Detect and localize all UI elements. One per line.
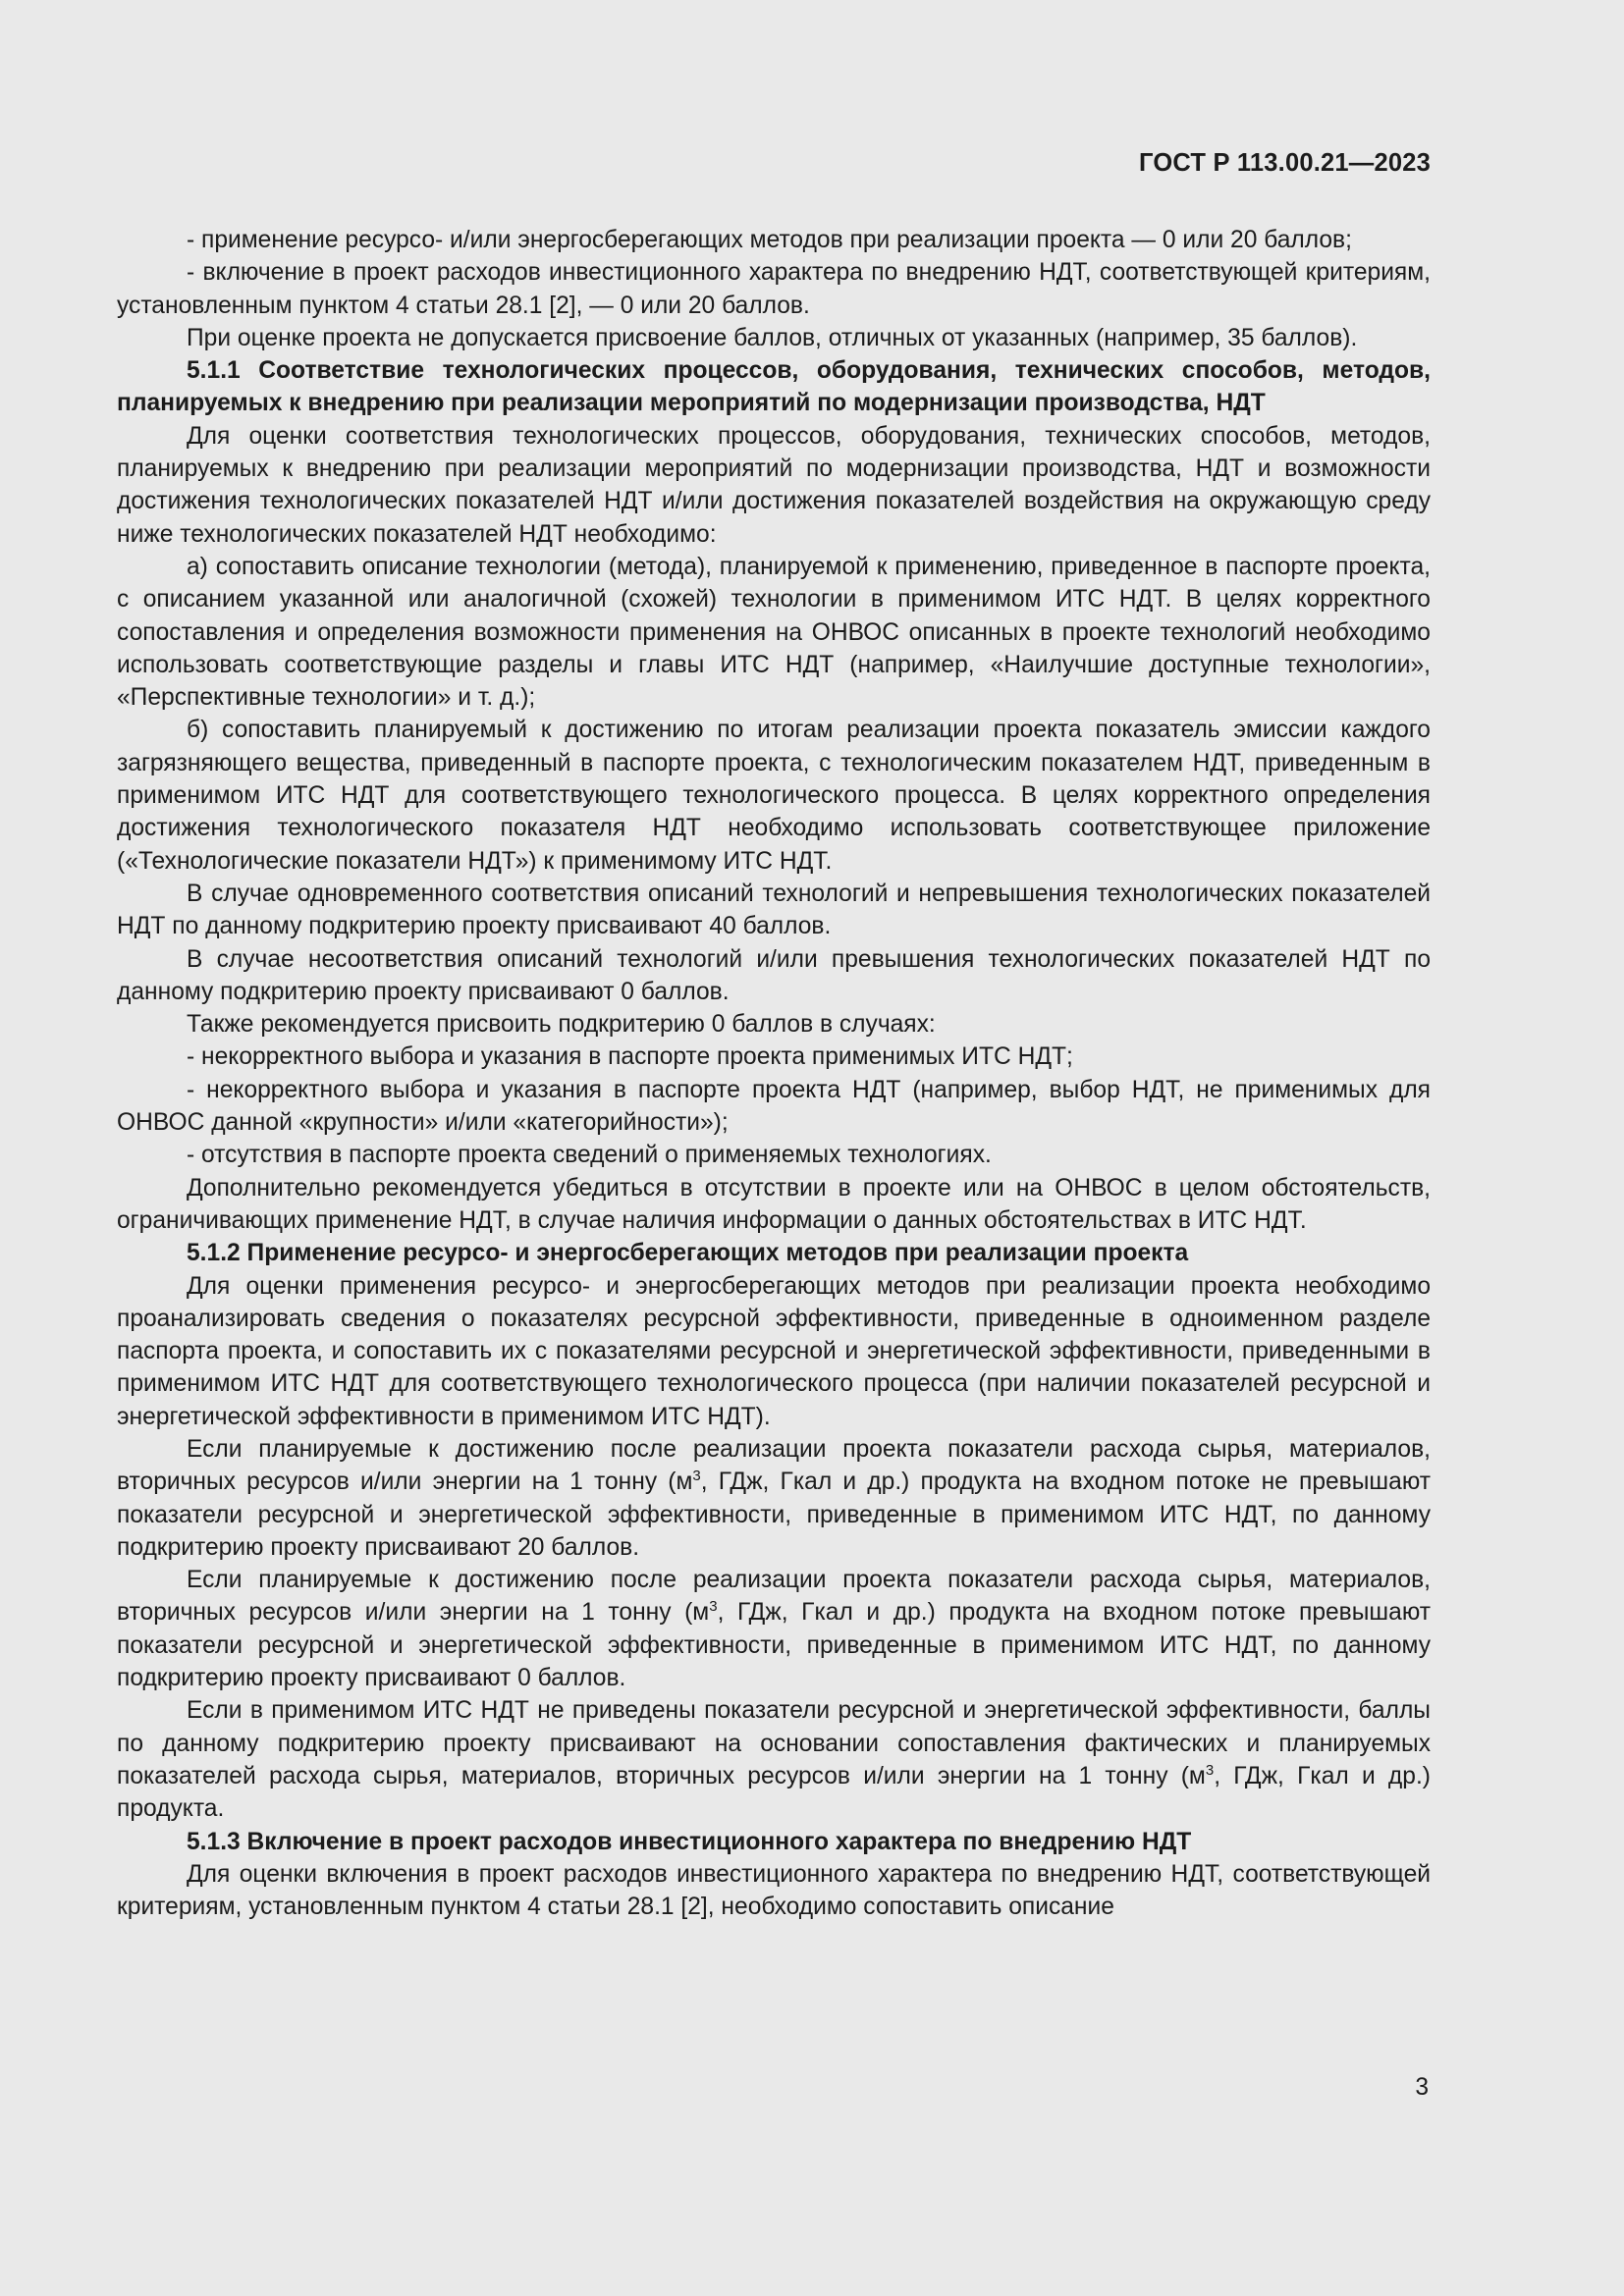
paragraph: Для оценки применения ресурсо- и энергосберегающих методов при реализации проекта необходимо проанализировать сведения о показателях ресурсной эффективности, приведенные в одноименном разделе паспорта проекта, и сопоставить их с показателями ресурсной и энергетической эффективности, приведенными в применимом ИТС НДТ для соответствующего технологического процесса (при наличии показателей ресурсной и энергетической эффективности в применимом ИТС НДТ). xyxy=(117,1272,1431,1430)
superscript: 3 xyxy=(692,1468,701,1485)
paragraph xyxy=(117,1433,1431,1564)
section-heading-5-1-2: 5.1.2 Применение ресурсо- и энергосберегающих методов при реализации проекта xyxy=(187,1240,1189,1267)
section-heading-5-1-3: 5.1.3 Включение в проект расходов инвестиционного характера по внедрению НДТ xyxy=(187,1828,1192,1855)
list-item: - отсутствия в паспорте проекта сведений о применяемых технологиях. xyxy=(187,1142,992,1169)
paragraph: В случае одновременного соответствия описаний технологий и непревышения технологических показателей НДТ по данному подкритерию проекту присваивают 40 баллов. xyxy=(117,880,1431,940)
document-code: ГОСТ Р 113.00.21—2023 xyxy=(1139,149,1431,177)
page-number: 3 xyxy=(1415,2074,1429,2101)
superscript: 3 xyxy=(709,1598,718,1616)
paragraph: В случае несоответствия описаний технологий и/или превышения технологических показателей НДТ по данному подкритерию проекту присваивают 0 баллов. xyxy=(117,945,1431,1005)
text-run: Если в применимом ИТС НДТ не приведены показатели ресурсной и энергетической эффективности, баллы по данному подкритерию проекту присваивают на основании сопоставления фактических и планируемых показателей расхода сырья, материалов, вторичных ресурсов и/или энергии на 1 тонну (м xyxy=(117,1697,1431,1789)
list-item: - включение в проект расходов инвестиционного характера по внедрению НДТ, соответствующей критериям, установленным пунктом 4 статьи 28.1 [2], — 0 или 20 баллов. xyxy=(117,259,1431,319)
section-heading-5-1-1: 5.1.1 Соответствие технологических процессов, оборудования, технических способов, методов, планируемых к внедрению при реализации мероприятий по модернизации производства, НДТ xyxy=(117,357,1431,417)
paragraph: При оценке проекта не допускается присвоение баллов, отличных от указанных (например, 35 баллов). xyxy=(187,324,1358,351)
list-item: - некорректного выбора и указания в паспорте проекта НДТ (например, выбор НДТ, не применимых для ОНВОС данной «крупности» и/или «категорийности»); xyxy=(117,1076,1431,1137)
text-run: Если планируемые к достижению после реализации проекта показатели расхода сырья, материалов, вторичных ресурсов и/или энергии на 1 тонну (м xyxy=(117,1567,1431,1627)
list-item: а) сопоставить описание технологии (метода), планируемой к применению, приведенное в паспорте проекта, с описанием указанной или аналогичной (схожей) технологии в применимом ИТС НДТ. В целях корректного сопоставления и определения возможности применения на ОНВОС описанных в проекте технологий необходимо использовать соответствующие разделы и главы ИТС НДТ (например, «Наилучшие доступные технологии», «Перспективные технологии» и т. д.); xyxy=(117,553,1431,712)
paragraph: Дополнительно рекомендуется убедиться в отсутствии в проекте или на ОНВОС в целом обстоятельств, ограничивающих применение НДТ, в случае наличия информации о данных обстоятельствах в ИТС НДТ. xyxy=(117,1174,1431,1234)
paragraph: Для оценки соответствия технологических процессов, оборудования, технических способов, методов, планируемых к внедрению при реализации мероприятий по модернизации производства, НДТ и возможности достижения технологических показателей НДТ и/или достижения показателей воздействия на окружающую среду ниже технологических показателей НДТ необходимо: xyxy=(117,422,1431,548)
list-item: - некорректного выбора и указания в паспорте проекта применимых ИТС НДТ; xyxy=(187,1043,1073,1071)
text-run: , ГДж, Гкал и др.) продукта на входном потоке не превышают показатели ресурсной и энергетической эффективности, приведенные в применимом ИТС НДТ, по данному подкритерию проекту присваивают 20 баллов. xyxy=(117,1468,1432,1561)
list-item: б) сопоставить планируемый к достижению по итогам реализации проекта показатель эмиссии каждого загрязняющего вещества, приведенный в паспорте проекта, с технологическим показателем НДТ, приведенным в применимом ИТС НДТ для соответствующего технологического процесса. В целях корректного определения достижения технологического показателя НДТ необходимо использовать соответствующее приложение («Технологические показатели НДТ») к применимому ИТС НДТ. xyxy=(117,717,1431,875)
list-item: - применение ресурсо- и/или энергосберегающих методов при реализации проекта — 0 или 20 баллов; xyxy=(187,227,1352,253)
text-run: , ГДж, Гкал и др.) продукта на входном потоке превышают показатели ресурсной и энергетической эффективности, приведенные в применимом ИТС НДТ, по данному подкритерию проекту присваивают 0 баллов. xyxy=(117,1599,1431,1692)
paragraph xyxy=(117,1694,1431,1825)
superscript: 3 xyxy=(1205,1761,1215,1779)
paragraph xyxy=(117,1564,1431,1694)
document-body xyxy=(117,224,1431,1923)
text-run: , ГДж, Гкал и др.) продукта. xyxy=(117,1762,1431,1823)
paragraph: Для оценки включения в проект расходов инвестиционного характера по внедрению НДТ, соответствующей критериям, установленным пунктом 4 статьи 28.1 [2], необходимо сопоставить описание xyxy=(117,1860,1431,1921)
text-run: Если планируемые к достижению после реализации проекта показатели расхода сырья, материалов, вторичных ресурсов и/или энергии на 1 тонну (м xyxy=(117,1435,1431,1496)
paragraph: Также рекомендуется присвоить подкритерию 0 баллов в случаях: xyxy=(187,1011,936,1039)
